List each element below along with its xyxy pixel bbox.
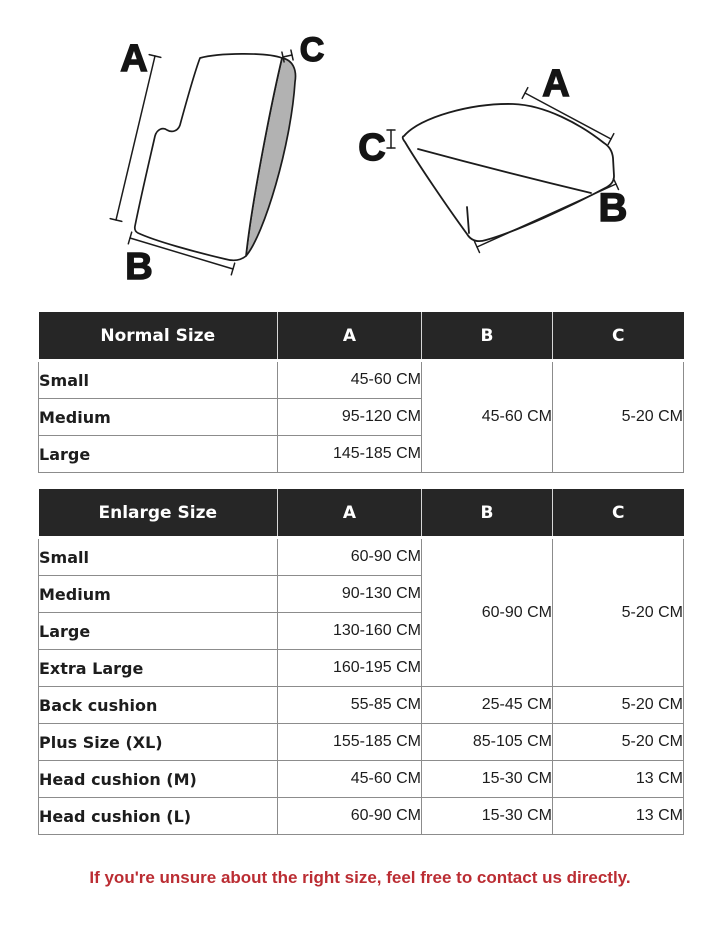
size-value-b: 25-45 CM: [422, 687, 553, 724]
dimension-label-c: C: [358, 127, 386, 169]
table-title: Enlarge Size: [39, 489, 278, 538]
size-label: Medium: [39, 399, 278, 436]
size-value-a: 130-160 CM: [278, 613, 422, 650]
dimension-label-b: B: [125, 246, 153, 288]
size-value-c-merged: 5-20 CM: [553, 361, 684, 473]
size-value-a: 155-185 CM: [278, 724, 422, 761]
size-label: Medium: [39, 576, 278, 613]
size-value-c-merged: 5-20 CM: [553, 538, 684, 687]
size-label: Extra Large: [39, 650, 278, 687]
table-row: [39, 687, 684, 724]
size-label: Plus Size (XL): [39, 724, 278, 761]
dimension-label-a: A: [542, 63, 570, 105]
size-value-a: 145-185 CM: [278, 436, 422, 473]
normal-size-table: [38, 312, 684, 473]
table-header-row: [39, 312, 684, 361]
size-value-a: 90-130 CM: [278, 576, 422, 613]
dimension-label-b: B: [598, 186, 628, 230]
size-value-b: 15-30 CM: [422, 798, 553, 835]
table-row: [39, 538, 684, 576]
dimension-label-c: C: [299, 31, 325, 69]
column-header-a: A: [278, 312, 422, 361]
size-label: Back cushion: [39, 687, 278, 724]
size-label: Head cushion (L): [39, 798, 278, 835]
table-row: [39, 761, 684, 798]
size-value-a: 95-120 CM: [278, 399, 422, 436]
back-cushion-diagram: [95, 30, 340, 290]
size-value-b-merged: 45-60 CM: [422, 361, 553, 473]
seat-cushion-diagram: [350, 60, 635, 255]
size-label: Large: [39, 613, 278, 650]
column-header-b: B: [422, 489, 553, 538]
column-header-a: A: [278, 489, 422, 538]
contact-note: If you're unsure about the right size, feel free to contact us directly.: [89, 868, 631, 887]
enlarge-size-table: [38, 489, 684, 835]
size-value-a: 45-60 CM: [278, 761, 422, 798]
size-value-b: 85-105 CM: [422, 724, 553, 761]
size-value-a: 45-60 CM: [278, 361, 422, 399]
column-header-b: B: [422, 312, 553, 361]
size-value-c: 5-20 CM: [553, 687, 684, 724]
table-title: Normal Size: [39, 312, 278, 361]
size-value-c: 13 CM: [553, 761, 684, 798]
size-value-b: 15-30 CM: [422, 761, 553, 798]
dimension-label-a: A: [120, 38, 148, 80]
size-label: Small: [39, 538, 278, 576]
cushion-diagrams: [0, 0, 720, 300]
column-header-c: C: [553, 489, 684, 538]
column-header-c: C: [553, 312, 684, 361]
table-header-row: [39, 489, 684, 538]
size-value-c: 13 CM: [553, 798, 684, 835]
size-label: Head cushion (M): [39, 761, 278, 798]
size-value-c: 5-20 CM: [553, 724, 684, 761]
size-value-a: 60-90 CM: [278, 798, 422, 835]
table-row: [39, 361, 684, 399]
size-value-a: 60-90 CM: [278, 538, 422, 576]
table-row: [39, 798, 684, 835]
size-label: Small: [39, 361, 278, 399]
table-row: [39, 724, 684, 761]
size-value-b-merged: 60-90 CM: [422, 538, 553, 687]
size-value-a: 55-85 CM: [278, 687, 422, 724]
size-value-a: 160-195 CM: [278, 650, 422, 687]
size-label: Large: [39, 436, 278, 473]
